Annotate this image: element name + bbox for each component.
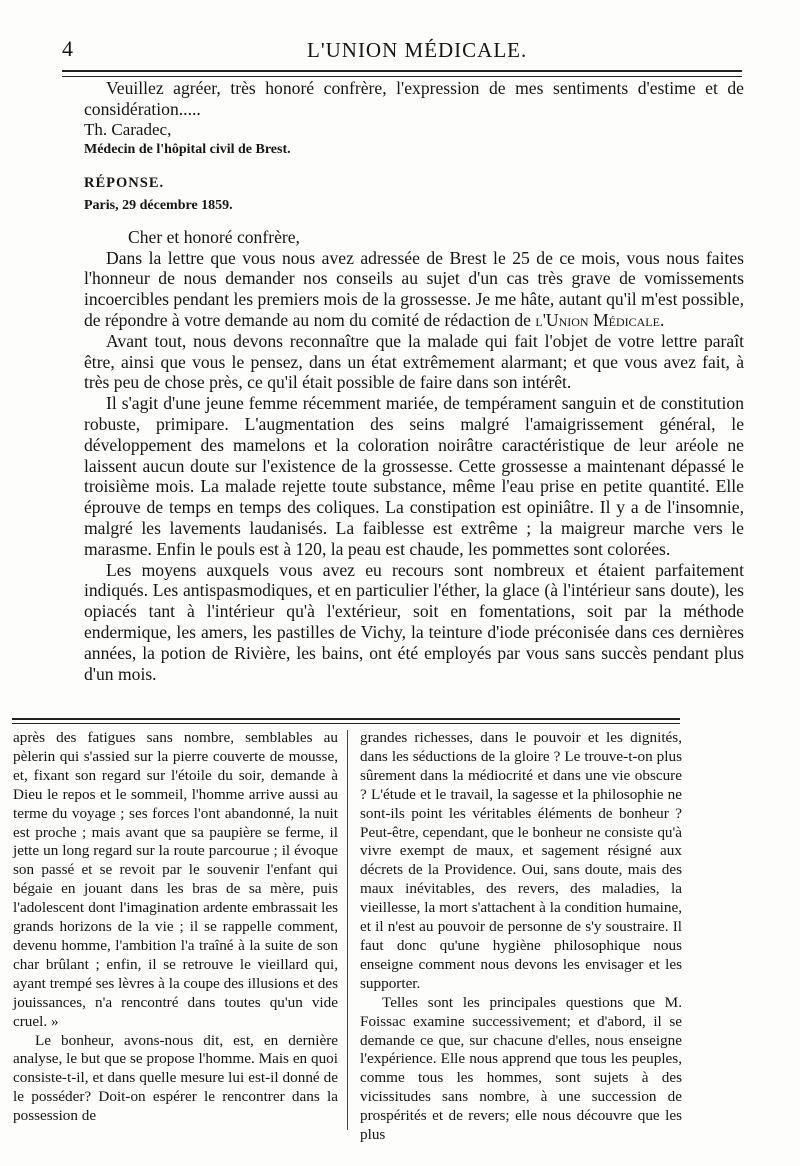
header-rule: [62, 70, 742, 77]
letter-closing: Veuillez agréer, très honoré confrère, l'expression de mes sentiments d'estime et de considération.....: [84, 78, 744, 119]
salutation: Cher et honoré confrère,: [128, 226, 300, 247]
journal-name: l'Union Médicale.: [535, 309, 665, 330]
column-divider: [347, 730, 348, 1130]
feuilleton-rule: [12, 718, 680, 720]
page-header: [62, 30, 742, 62]
response-date: Paris, 29 décembre 1859.: [84, 197, 233, 213]
paragraph-3: Il s'agit d'une jeune femme récemment mariée, de tempérament sanguin et de constitution robuste, primipare. L'augmentation des seins malgré l'amaigrissement général, le développement des mamelons et la coloration noirâtre caractéristique de leur aréole ne laissent aucun doute sur l'existence de la grossesse. Cette grossesse a maintenant dépassé le troisième mois. La malade rejette toute substance, même l'eau prise en petite quantité. Elle éprouve de temps en temps des coliques. La constipation est opiniâtre. Il y a de l'insomnie, malgré les lavements laudanisés. La faiblesse est extrême ; la maigreur marche vers le marasme. Enfin le pouls est à 120, la peau est chaude, les pommettes sont colorées.: [84, 393, 744, 559]
running-title: L'UNION MÉDICALE.: [307, 38, 528, 62]
feuilleton-left-column: [13, 729, 338, 1126]
main-article: [84, 78, 744, 684]
feuilleton-left-para-1: après des fatigues sans nombre, semblables au pèlerin qui s'assied sur la pierre couverte de mousse, et, fixant son regard sur l'étoile du soir, demande à Dieu le repos et le sommeil, l'homme arrive aussi au terme du voyage ; ses forces l'ont abandonné, la nuit est proche ; mais avant que sa paupière se ferme, il jette un long regard sur la route parcourue ; il évoque son passé et se revoit par le souvenir l'enfant qui bégaie en jouant dans les bras de sa mère, puis l'adolescent dont l'imagination ardente embrassait les grands horizons de la vie ; il se rappelle comment, devenu homme, l'ambition l'a traîné à la suite de son char brûlant ; enfin, il se retrouve le vieillard qui, ayant trempé ses lèvres à la coupe des illusions et des jouissances, n'a rencontré dans toutes qu'un vide cruel. »: [13, 729, 338, 1030]
response-heading: RÉPONSE.: [84, 175, 165, 192]
page-number: 4: [62, 36, 73, 61]
feuilleton-right-para-1: grandes richesses, dans le pouvoir et les dignités, dans les séductions de la gloire ? Le trouve-t-on plus sûrement dans la médiocrité et dans une vie obscure ? L'étude et le travail, la sagesse et la philosophie ne sont-ils point les véritables éléments de bonheur ? Peut-être, cependant, que le bonheur ne consiste qu'à vivre exempt de maux, et sagement résigné aux décrets de la Providence. Oui, sans doute, mais des maux inévitables, des revers, des maladies, la vieillesse, la mort s'attachent à la condition humaine, et il n'est au pouvoir de personne de s'y soustraire. Il faut donc qu'une hygiène philosophique nous enseigne comment nous devons les envisager et les supporter.: [360, 729, 682, 992]
paragraph-1: [84, 248, 744, 331]
paragraph-4: Les moyens auxquels vous avez eu recours sont nombreux et étaient parfaitement indiqués. Les antispasmodiques, et en particulier l'éther, la glace (à l'intérieur sans doute), les opiacés tant à l'intérieur qu'à l'extérieur, soit en fomentations, soit par la méthode endermique, les amers, les pastilles de Vichy, la teinture d'iode préconisée dans ces dernières années, la potion de Rivière, les bains, ont été employés par vous sans succès pendant plus d'un mois.: [84, 559, 744, 684]
feuilleton-rule-thin: [12, 723, 680, 724]
signature-title: Médecin de l'hôpital civil de Brest.: [84, 142, 291, 158]
journal-page: [62, 30, 744, 684]
signature-name: Th. Caradec,: [84, 119, 172, 139]
feuilleton-right-column: [360, 729, 682, 1145]
feuilleton-right-para-2: Telles sont les principales questions que M. Foissac examine successivement; et d'abord, il se demande ce que, sur chacune d'elles, nous enseigne l'expérience. Elle nous apprend que tous les peuples, comme tous les hommes, sont sujets à des vicissitudes sans nombre, à une succession de prospérités et de revers; elle nous découvre que les plus: [360, 993, 682, 1144]
paragraph-2: Avant tout, nous devons reconnaître que la malade qui fait l'objet de votre lettre paraît être, ainsi que vous le pensez, dans un état extrêmement alarmant; et que vous avez fait, à très peu de chose près, ce qu'il était possible de faire dans son intérêt.: [84, 330, 744, 393]
feuilleton-left-para-2: Le bonheur, avons-nous dit, est, en dernière analyse, le but que se propose l'homme. Mais en quoi consiste-t-il, et dans quelle mesure lui est-il donné de le posséder? Doit-on espérer le rencontrer dans la possession de: [13, 1031, 338, 1125]
paragraph-1-text: Dans la lettre que vous nous avez adressée de Brest le 25 de ce mois, vous nous faites l'honneur de nous demander nos conseils au sujet d'un cas très grave de vomissements incoercibles pendant les premiers mois de la grossesse. Je me hâte, autant qu'il m'est possible, de répondre à votre demande au nom du comité de rédaction de: [84, 247, 744, 330]
